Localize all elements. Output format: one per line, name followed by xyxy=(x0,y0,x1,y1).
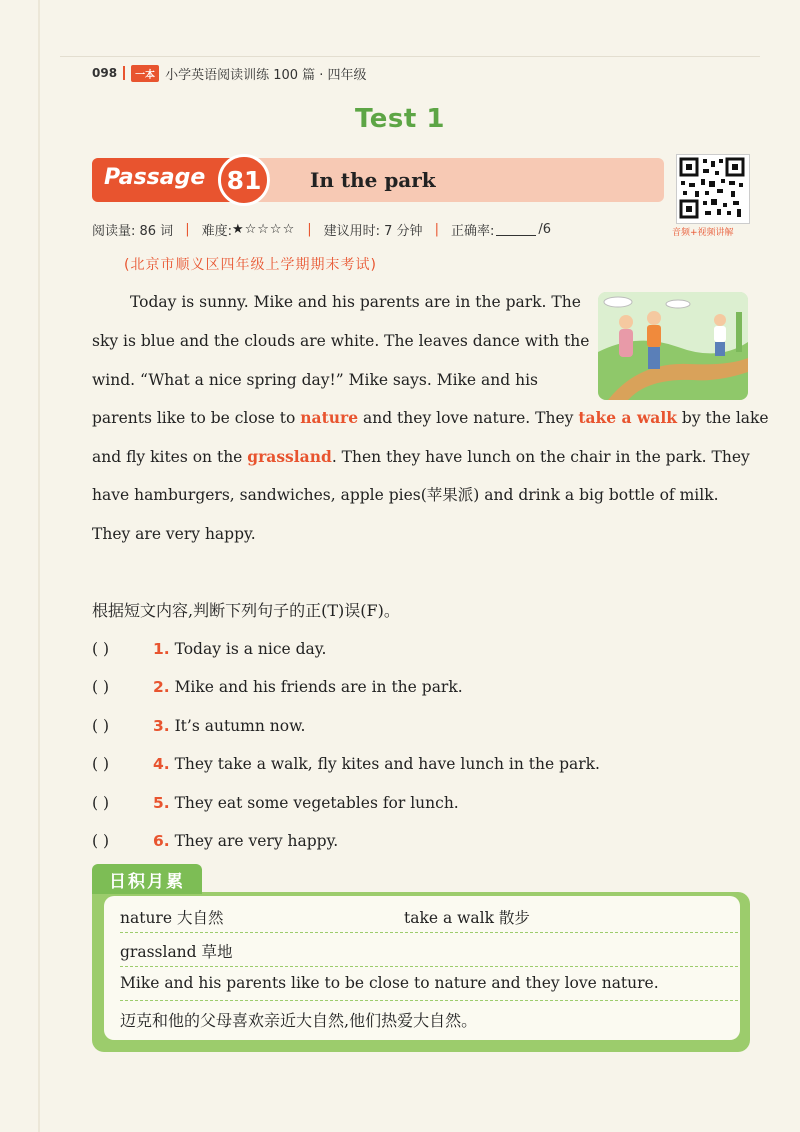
vocab-word: nature 大自然 xyxy=(120,909,224,927)
question-number: 5. xyxy=(152,794,170,812)
passage-line: Today is sunny. Mike and his parents are in the park. The xyxy=(130,293,581,311)
passage-number: 81 xyxy=(218,154,270,206)
vocab-line xyxy=(120,906,738,933)
question-text: Mike and his friends are in the park. xyxy=(174,678,463,696)
text-run: by the lake xyxy=(676,409,769,427)
text-run: parents like to be close to xyxy=(92,409,301,427)
vocab-line xyxy=(120,940,738,967)
vocab-line xyxy=(120,974,738,1001)
vocab-line xyxy=(120,1008,738,1034)
question-row xyxy=(92,640,326,658)
vocab-tab: 日积月累 xyxy=(92,864,202,894)
page-number: 098 xyxy=(92,66,118,80)
question-number: 2. xyxy=(152,678,170,696)
question-row xyxy=(92,678,463,696)
question-row xyxy=(92,755,600,773)
passage-line: sky is blue and the clouds are white. The leaves dance with the xyxy=(92,332,590,350)
accuracy-label: 正确率: xyxy=(450,224,495,239)
publisher-logo: 一本 xyxy=(131,65,159,82)
passage-title: In the park xyxy=(310,168,436,192)
question-number: 3. xyxy=(152,717,170,735)
passage-line: They are very happy. xyxy=(92,525,256,543)
vocab-sentence: Mike and his parents like to be close to nature and they love nature. xyxy=(120,974,659,992)
header-rule xyxy=(60,56,760,57)
park-illustration xyxy=(598,292,748,400)
question-row xyxy=(92,794,459,812)
qr-caption: 音频+视频讲解 xyxy=(672,228,734,238)
passage-label: Passage xyxy=(104,165,206,190)
question-text: They take a walk, fly kites and have lunch in the park. xyxy=(174,755,600,773)
word-count: 阅读量: 86 词 xyxy=(92,224,174,239)
question-text: They eat some vegetables for lunch. xyxy=(174,794,459,812)
answer-blank[interactable]: ( ) xyxy=(92,717,110,735)
passage-line xyxy=(92,447,750,467)
keyword-take-a-walk: take a walk xyxy=(578,408,677,427)
exam-source: (北京市顺义区四年级上学期期末考试) xyxy=(124,257,377,273)
meta-separator: | xyxy=(185,222,190,237)
answer-blank[interactable]: ( ) xyxy=(92,794,110,812)
difficulty-label: 难度: xyxy=(201,224,232,239)
header-divider xyxy=(123,66,125,80)
answer-blank[interactable]: ( ) xyxy=(92,640,110,658)
question-text: They are very happy. xyxy=(174,832,339,850)
keyword-grassland: grassland xyxy=(247,447,332,466)
meta-separator: | xyxy=(307,222,312,237)
text-run: . Then they have lunch on the chair in the park. They xyxy=(331,448,750,466)
page-edge xyxy=(38,0,40,1132)
book-title: 小学英语阅读训练 100 篇 · 四年级 xyxy=(165,67,367,83)
vocab-translation: 迈克和他的父母喜欢亲近大自然,他们热爱大自然。 xyxy=(120,1011,478,1030)
question-row xyxy=(92,717,305,735)
qr-code-icon[interactable] xyxy=(676,154,750,224)
answer-blank[interactable]: ( ) xyxy=(92,832,110,850)
passage-line: have hamburgers, sandwiches, apple pies(苹果派) and drink a big bottle of milk. xyxy=(92,486,719,504)
vocab-word: grassland 草地 xyxy=(120,943,233,961)
passage-line: wind. “What a nice spring day!” Mike says. Mike and his xyxy=(92,371,538,389)
suggested-time: 建议用时: 7 分钟 xyxy=(323,224,423,239)
question-number: 1. xyxy=(152,640,170,658)
question-number: 4. xyxy=(152,755,170,773)
meta-separator: | xyxy=(434,222,439,237)
keyword-nature: nature xyxy=(300,408,359,427)
answer-blank[interactable]: ( ) xyxy=(92,678,110,696)
text-run: and they love nature. They xyxy=(358,409,579,427)
test-title: Test 1 xyxy=(355,104,445,134)
difficulty-stars-icon: ★☆☆☆☆ xyxy=(231,222,296,237)
text-run: and fly kites on the xyxy=(92,448,248,466)
instruction: 根据短文内容,判断下列句子的正(T)误(F)。 xyxy=(92,601,400,620)
accuracy-total: /6 xyxy=(538,222,551,237)
accuracy-blank[interactable] xyxy=(496,223,536,236)
meta-line xyxy=(92,220,551,239)
question-row xyxy=(92,832,338,850)
answer-blank[interactable]: ( ) xyxy=(92,755,110,773)
question-text: Today is a nice day. xyxy=(174,640,327,658)
question-text: It’s autumn now. xyxy=(174,717,306,735)
passage-line xyxy=(92,408,769,428)
vocab-word: take a walk 散步 xyxy=(404,909,530,927)
question-number: 6. xyxy=(152,832,170,850)
page-header xyxy=(92,63,367,83)
